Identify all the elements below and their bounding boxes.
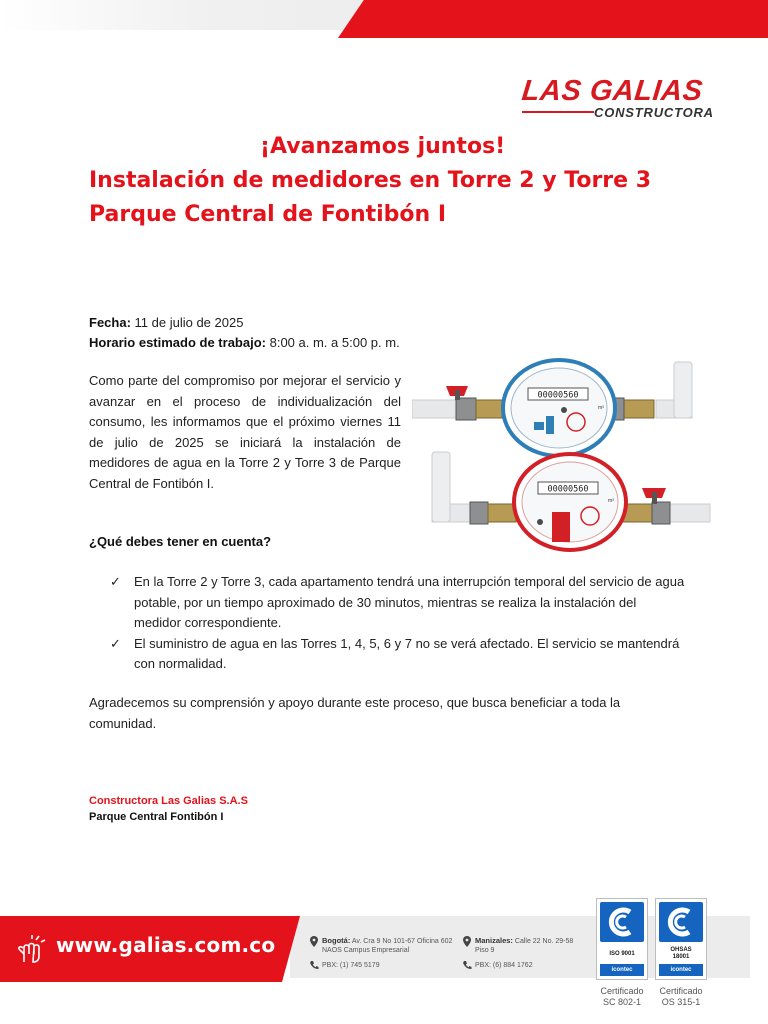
cert2-label-line2: OS 315-1 bbox=[661, 997, 701, 1007]
bottom-meter-reading: 00000560 bbox=[547, 484, 589, 495]
icontec-logo-icon bbox=[659, 902, 703, 942]
signature-project: Parque Central Fontibón I bbox=[89, 811, 224, 823]
manizales-street: Calle 22 No. 29-58 bbox=[514, 938, 574, 945]
list-item-text: El suministro de agua en las Torres 1, 4, 5, 6 y 7 no se verá afectado. El servicio se mantendrá con normalidad. bbox=[134, 635, 680, 672]
signature-company: Constructora Las Galias S.A.S bbox=[89, 795, 248, 807]
location-pin-icon bbox=[462, 936, 472, 948]
water-meters-illustration bbox=[412, 352, 712, 552]
bogota-address bbox=[322, 936, 452, 955]
top-meter bbox=[412, 360, 692, 456]
bogota-street: Av. Cra 9 No 101-67 Oficina 602 bbox=[351, 938, 453, 945]
hours-row bbox=[89, 333, 400, 353]
cert1-label-line2: SC 802-1 bbox=[602, 997, 642, 1007]
click-hand-icon bbox=[14, 934, 48, 964]
cert1-code: ISO 9001 bbox=[609, 951, 635, 957]
considerations-list bbox=[106, 572, 686, 675]
top-meter-reading: 00000560 bbox=[537, 390, 579, 401]
cert2-code-line2: 18001 bbox=[672, 954, 690, 960]
logo-name: LAS GALIAS bbox=[520, 75, 705, 107]
bogota-label: Bogotá: bbox=[322, 936, 351, 945]
cert2-org: icontec bbox=[659, 964, 703, 976]
event-details bbox=[89, 313, 400, 353]
thanks-paragraph: Agradecemos su comprensión y apoyo durante este proceso, que busca beneficiar a toda la comunidad. bbox=[89, 695, 621, 731]
check-icon: ✓ bbox=[110, 635, 121, 651]
date-value: 11 de julio de 2025 bbox=[134, 315, 244, 330]
cert1-label bbox=[592, 986, 652, 1008]
website-link[interactable]: www.galias.com.co bbox=[56, 933, 276, 957]
date-row bbox=[89, 313, 400, 333]
icontec-logo-icon bbox=[600, 902, 644, 942]
location-pin-icon bbox=[309, 936, 319, 948]
title-line-3: Parque Central de Fontibón I bbox=[89, 202, 447, 227]
cert1-label-line1: Certificado bbox=[600, 986, 644, 996]
list-item bbox=[106, 572, 686, 634]
cert2-label bbox=[651, 986, 711, 1008]
bottom-meter-unit: m³ bbox=[608, 498, 614, 504]
ohsas-18001-certificate bbox=[655, 898, 707, 980]
phone-icon bbox=[462, 960, 472, 970]
manizales-street-2: Piso 9 bbox=[475, 947, 495, 954]
title-line-2: Instalación de medidores en Torre 2 y Torre 3 bbox=[89, 168, 652, 193]
header-band-red bbox=[338, 0, 768, 38]
company-logo bbox=[522, 76, 722, 120]
top-meter-unit: m³ bbox=[598, 405, 604, 411]
cert1-org: icontec bbox=[600, 964, 644, 976]
list-item bbox=[106, 634, 686, 675]
iso-9001-certificate bbox=[596, 898, 648, 980]
list-item-text: En la Torre 2 y Torre 3, cada apartamento tendrá una interrupción temporal del servicio de agua potable, por un tiempo aproximado de 30 minutos, mientras se realiza la instalación del medidor correspondiente. bbox=[134, 574, 685, 631]
bogota-phone: PBX: (1) 745 5179 bbox=[322, 962, 380, 969]
manizales-label: Manizales: bbox=[475, 936, 513, 945]
hours-label: Horario estimado de trabajo: bbox=[89, 335, 266, 350]
considerations-heading: ¿Qué debes tener en cuenta? bbox=[89, 534, 272, 549]
logo-subtitle: CONSTRUCTORA bbox=[594, 105, 714, 120]
cert2-label-line1: Certificado bbox=[659, 986, 703, 996]
manizales-address bbox=[475, 936, 573, 955]
page-title bbox=[89, 130, 709, 232]
signature bbox=[89, 793, 248, 825]
intro-paragraph: Como parte del compromiso por mejorar el servicio y avanzar en el proceso de individualización del consumo, les informamos que el próximo viernes 11 de julio de 2025 se iniciará la instalación de medidores de agua en la Torre 2 y Torre 3 de Parque Central de Fontibón I. bbox=[89, 373, 401, 491]
cert2-code bbox=[656, 947, 706, 961]
title-line-1: ¡Avanzamos juntos! bbox=[260, 134, 506, 159]
check-icon: ✓ bbox=[110, 574, 121, 589]
manizales-phone: PBX: (6) 884 1762 bbox=[475, 962, 533, 969]
phone-icon bbox=[309, 960, 319, 970]
bogota-street-2: NAOS Campus Empresarial bbox=[322, 947, 410, 954]
hours-value: 8:00 a. m. a 5:00 p. m. bbox=[269, 335, 400, 350]
cert2-code-line1: OHSAS bbox=[670, 947, 692, 953]
date-label: Fecha: bbox=[89, 315, 131, 330]
logo-accent-line bbox=[522, 111, 594, 113]
bottom-meter bbox=[432, 452, 710, 550]
